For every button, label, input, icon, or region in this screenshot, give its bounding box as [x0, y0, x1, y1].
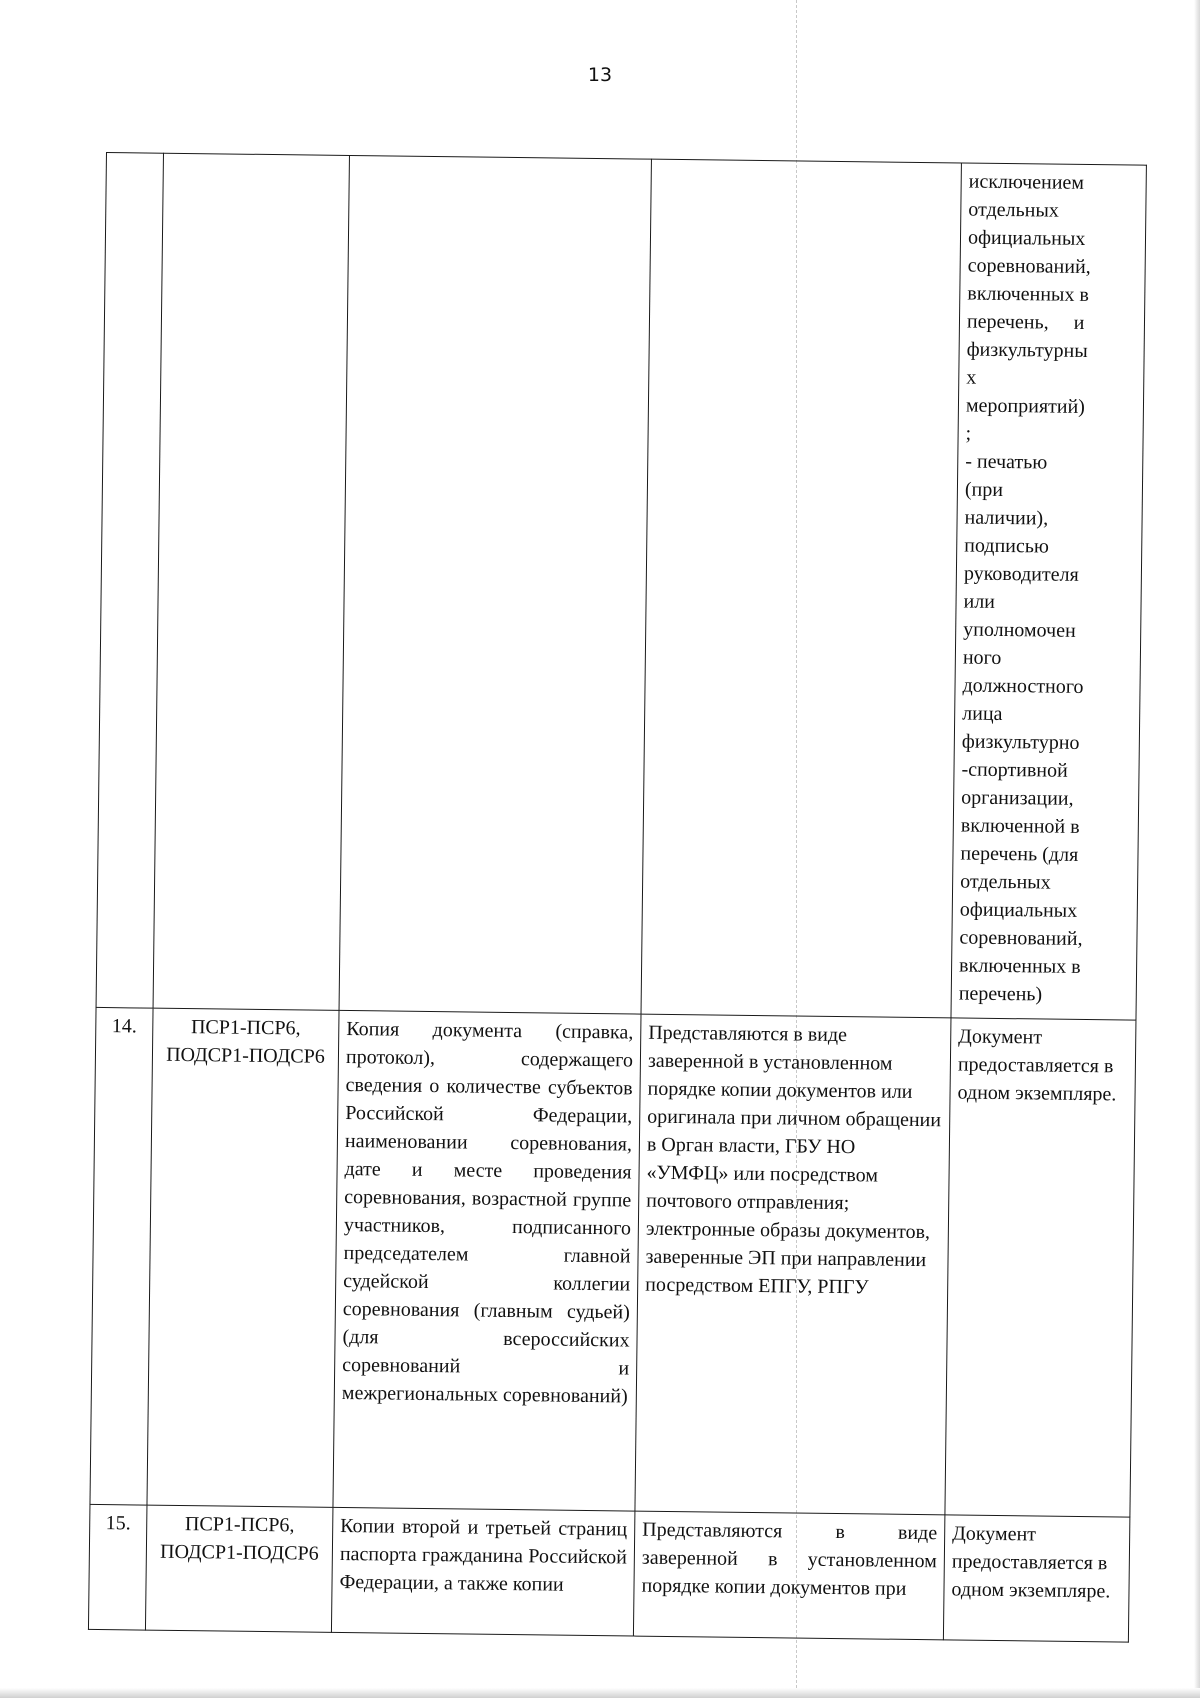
cell-note: Документ предоставляется в одном экземпляре. — [945, 1018, 1136, 1517]
cell-number — [96, 153, 163, 1009]
table-row-continued — [96, 153, 1146, 1021]
cell-document — [339, 155, 651, 1014]
note-line: официальных — [967, 226, 1086, 250]
table-row — [90, 1007, 1136, 1517]
note-line: уполномочен — [963, 618, 1076, 642]
note-line: ; — [965, 422, 972, 445]
note-line: включенной в — [960, 814, 1080, 838]
note-line: х — [966, 366, 977, 389]
note-line: физкультурно — [961, 730, 1080, 754]
cell-method — [641, 159, 961, 1018]
note-line: официальных — [959, 898, 1078, 922]
note-line: подписью — [964, 534, 1050, 558]
cell-codes: ПСР1-ПСР6, ПОДСР1-ПОДСР6 — [145, 1505, 333, 1632]
scan-edge-right — [1194, 0, 1200, 1698]
scan-edge-bottom — [0, 1688, 1200, 1698]
cell-codes: ПСР1-ПСР6, ПОДСР1-ПОДСР6 — [147, 1008, 339, 1507]
note-line: должностного — [962, 674, 1084, 698]
note-line: включенных в — [958, 954, 1081, 978]
note-line: (при — [964, 478, 1004, 501]
cell-document: Копии второй и третьей страниц паспорта гражданина Российской Федерации, а также копии — [331, 1507, 635, 1636]
note-line: соревнований, — [967, 254, 1091, 279]
note-line: перечень) — [958, 982, 1043, 1006]
cell-number: 14. — [90, 1007, 153, 1505]
note-line: перечень, и — [966, 310, 1085, 334]
note-line: лица — [962, 702, 1003, 725]
cell-codes — [153, 153, 349, 1010]
note-line: или — [963, 590, 996, 613]
cell-number: 15. — [88, 1504, 147, 1630]
note-line: организации, — [961, 786, 1074, 810]
note-line: перечень (для — [960, 842, 1079, 866]
cell-note-continued — [951, 163, 1146, 1020]
note-line: соревнований, — [959, 926, 1083, 950]
note-line: отдельных — [960, 870, 1051, 894]
cell-document: Копия документа (справка, протокол), содержащего сведения о количестве субъектов Российской Федерации, наименовании соревнования, дате и месте проведения соревнования, возрастной группе участников, подписанного председателем главной судейской коллегии соревнования (главным судьей) (для всероссийских соревнований и межрегиональных соревнований) — [333, 1010, 641, 1511]
cell-method: Представляются в виде заверенной в установленном порядке копии документов при — [633, 1511, 945, 1640]
note-line: включенных в — [967, 282, 1090, 307]
note-line: - печатью — [965, 450, 1048, 474]
cell-note: Документ предоставляется в одном экземпляре. — [943, 1515, 1130, 1642]
note-line: отдельных — [968, 198, 1060, 222]
note-line: -спортивной — [961, 758, 1068, 782]
note-line: исключением — [968, 170, 1085, 194]
note-line: ного — [962, 646, 1002, 669]
cell-method: Представляются в виде заверенной в установленном порядке копии документов или оригинала при личном обращении в Орган власти, ГБУ НО «УМФЦ» или посредством почтового отправления; электронные образы документов, заверенные ЭП при направлении посредством ЕПГУ, РПГУ — [635, 1014, 951, 1515]
table-row — [88, 1504, 1129, 1642]
note-line: физкультурны — [966, 338, 1088, 363]
note-line: руководителя — [963, 562, 1079, 586]
documents-table — [88, 152, 1147, 1643]
page-number: 13 — [587, 64, 613, 86]
note-line: наличии), — [964, 506, 1049, 530]
note-line: мероприятий) — [965, 394, 1086, 418]
